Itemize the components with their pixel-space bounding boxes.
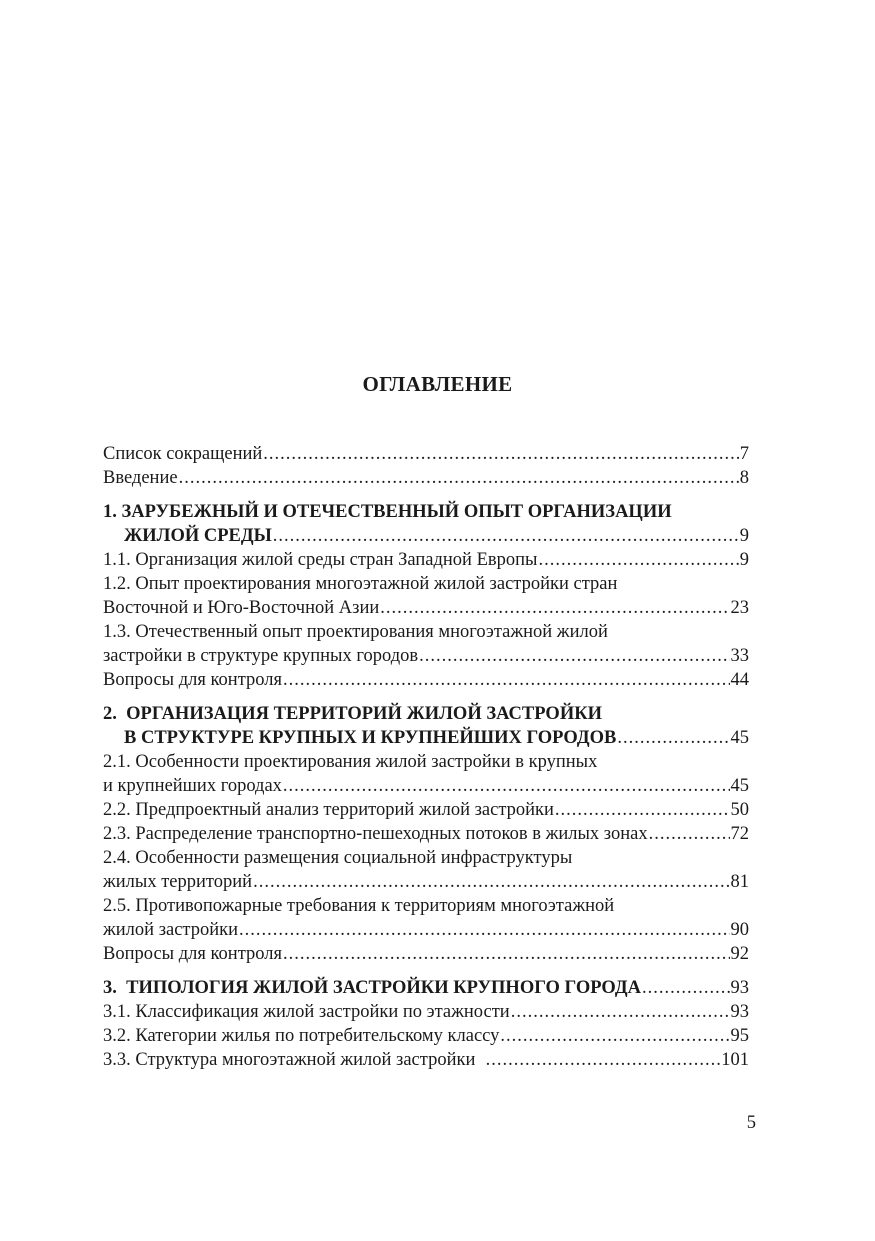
leader-dots [253, 870, 729, 894]
toc-entry-2-2[interactable] [103, 798, 749, 822]
toc-page-number: 9 [739, 550, 749, 570]
toc-chapter-2-heading-cont[interactable] [103, 726, 749, 750]
toc-entry-2-5-cont[interactable] [103, 918, 749, 942]
toc-page-number: 92 [730, 944, 749, 964]
toc-page-number: 8 [739, 468, 749, 488]
leader-dots [283, 942, 729, 966]
toc-chapter-text: 2. ОРГАНИЗАЦИЯ ТЕРРИТОРИЙ ЖИЛОЙ ЗАСТРОЙКИ [103, 704, 603, 724]
toc-entry-3-2[interactable] [103, 1024, 749, 1048]
toc-entry-text: 2.3. Распределение транспортно-пешеходных потоков в жилых зонах [103, 824, 648, 844]
leader-dots [642, 976, 730, 1000]
toc-entry-3-1[interactable] [103, 1000, 749, 1024]
toc-entry-text: и крупнейших городах [103, 776, 282, 796]
toc-entry-intro[interactable] [103, 466, 749, 490]
toc-page-number: 23 [730, 598, 749, 618]
toc-page-number: 7 [739, 444, 749, 464]
page-title: ОГЛАВЛЕНИЕ [362, 372, 513, 396]
toc-entry-1-2-cont[interactable] [103, 596, 749, 620]
toc-page-number: 45 [730, 776, 749, 796]
toc-entry-1-3[interactable] [103, 620, 749, 644]
toc-page-number: 93 [730, 1002, 749, 1022]
leader-dots [649, 822, 730, 846]
toc-chapter-text: 3. ТИПОЛОГИЯ ЖИЛОЙ ЗАСТРОЙКИ КРУПНОГО ГОРОДА [103, 978, 641, 998]
toc-entry-text: застройки в структуре крупных городов [103, 646, 419, 666]
leader-dots [179, 466, 739, 490]
toc-entry-text: жилых территорий [103, 872, 253, 892]
leader-dots [283, 774, 730, 798]
toc-entry-1-1[interactable] [103, 548, 749, 572]
toc-entry-3-3[interactable] [103, 1048, 749, 1072]
toc-page-number: 50 [730, 800, 749, 820]
toc-page-number: 44 [730, 670, 749, 690]
toc-entry-text: Список сокращений [103, 444, 263, 464]
toc-entry-text: Восточной и Юго-Восточной Азии [103, 598, 380, 618]
leader-dots [273, 524, 739, 548]
toc-chapter-text: В СТРУКТУРЕ КРУПНЫХ И КРУПНЕЙШИХ ГОРОДОВ [124, 728, 617, 748]
toc-entry-text: 3.3. Структура многоэтажной жилой застройки [103, 1050, 485, 1070]
toc-entry-1-3-cont[interactable] [103, 644, 749, 668]
toc-page-number: 72 [730, 824, 749, 844]
toc-entry-abbreviations[interactable] [103, 442, 749, 466]
toc-page-number: 9 [739, 526, 749, 546]
toc-entry-2-4[interactable] [103, 846, 749, 870]
toc-chapter-text: ЖИЛОЙ СРЕДЫ [124, 526, 272, 546]
toc-page-number: 101 [721, 1050, 749, 1070]
leader-dots [538, 548, 738, 572]
leader-dots [239, 918, 729, 942]
toc-page-number: 95 [730, 1026, 749, 1046]
leader-dots [419, 644, 729, 668]
toc-entry-1-questions[interactable] [103, 668, 749, 692]
toc-chapter-1-heading-cont[interactable] [103, 524, 749, 548]
toc-entry-text: 2.2. Предпроектный анализ территорий жилой застройки [103, 800, 554, 820]
toc-page-number: 33 [730, 646, 749, 666]
leader-dots [283, 668, 729, 692]
leader-dots [500, 1024, 729, 1048]
toc-page-number: 90 [730, 920, 749, 940]
toc-entry-2-questions[interactable] [103, 942, 749, 966]
toc-page-number: 81 [730, 872, 749, 892]
toc-entry-2-4-cont[interactable] [103, 870, 749, 894]
toc-entry-text: 3.2. Категории жилья по потребительскому классу [103, 1026, 500, 1046]
toc-chapter-text: 1. ЗАРУБЕЖНЫЙ И ОТЕЧЕСТВЕННЫЙ ОПЫТ ОРГАНИЗАЦИИ [103, 502, 672, 522]
toc-entry-text: 2.1. Особенности проектирования жилой застройки в крупных [103, 752, 598, 772]
toc-entry-2-1-cont[interactable] [103, 774, 749, 798]
toc-entry-text: 2.5. Противопожарные требования к территориям многоэтажной [103, 896, 615, 916]
toc-entry-1-2[interactable] [103, 572, 749, 596]
leader-dots [486, 1048, 721, 1072]
toc-entry-text: 1.2. Опыт проектирования многоэтажной жилой застройки стран [103, 574, 618, 594]
toc-chapter-3-heading[interactable] [103, 976, 749, 1000]
toc-entry-text: Введение [103, 468, 178, 488]
toc-entry-text: 1.3. Отечественный опыт проектирования многоэтажной жилой [103, 622, 608, 642]
toc-chapter-2-heading[interactable] [103, 702, 749, 726]
toc-page-number: 93 [730, 978, 749, 998]
toc-entry-text: Вопросы для контроля [103, 670, 283, 690]
table-of-contents [103, 442, 749, 1072]
leader-dots [263, 442, 738, 466]
toc-entry-text: 3.1. Классификация жилой застройки по этажности [103, 1002, 510, 1022]
toc-entry-text: Вопросы для контроля [103, 944, 283, 964]
toc-entry-text: жилой застройки [103, 920, 239, 940]
toc-entry-2-5[interactable] [103, 894, 749, 918]
toc-page-number: 45 [730, 728, 749, 748]
toc-entry-text: 1.1. Организация жилой среды стран Западной Европы [103, 550, 538, 570]
toc-entry-text: 2.4. Особенности размещения социальной инфраструктуры [103, 848, 573, 868]
toc-entry-2-1[interactable] [103, 750, 749, 774]
page-number: 5 [746, 1113, 756, 1133]
leader-dots [555, 798, 730, 822]
toc-chapter-1-heading[interactable] [103, 500, 749, 524]
toc-entry-2-3[interactable] [103, 822, 749, 846]
leader-dots [511, 1000, 730, 1024]
leader-dots [380, 596, 729, 620]
leader-dots [617, 726, 729, 750]
